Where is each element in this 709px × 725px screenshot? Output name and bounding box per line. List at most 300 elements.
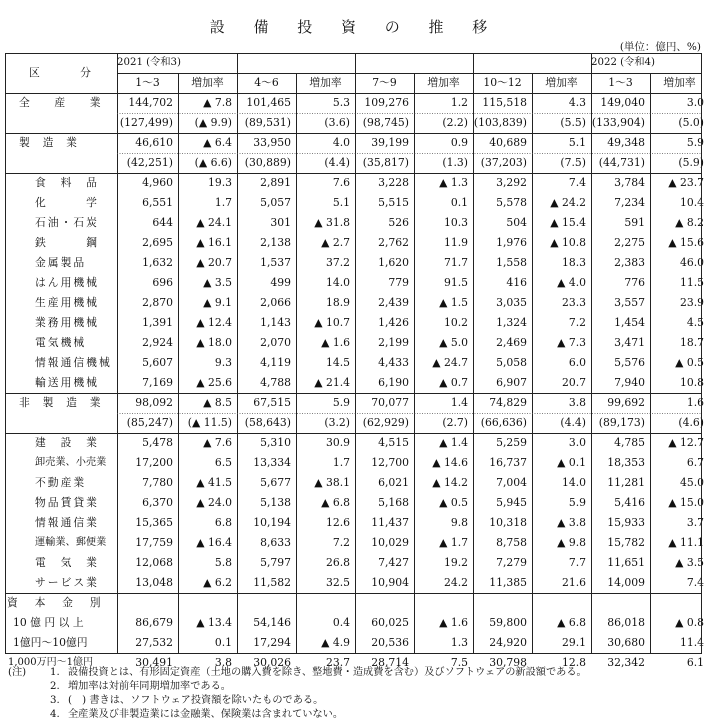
- cell-growth: 5.9: [568, 496, 586, 509]
- cell-value: 98,092: [135, 396, 173, 409]
- cell-growth: 19.3: [207, 176, 232, 189]
- unit-label: (単位：億円、%): [619, 41, 701, 53]
- row-label: 業務用機械: [35, 316, 99, 329]
- row-label: [5, 113, 117, 133]
- cell-value: 1,454: [614, 316, 645, 329]
- cell-value: 5,058: [496, 356, 527, 369]
- cell-growth: 19.2: [443, 556, 468, 569]
- header-row-years: [5, 53, 709, 73]
- cell-value: 301: [270, 216, 291, 229]
- cell-growth: 12.8: [561, 656, 586, 669]
- cell-growth: 6.8: [214, 516, 232, 529]
- row-label: 生産用機械: [35, 296, 99, 309]
- footnote-num: 3.: [50, 695, 60, 706]
- table-row: [5, 433, 709, 453]
- cell-growth: ▲ 16.1: [196, 236, 232, 249]
- cell-value: 644: [152, 216, 173, 229]
- cell-growth: ▲ 12.7: [668, 436, 704, 449]
- cell-value: 591: [624, 216, 645, 229]
- table-row: [5, 373, 709, 393]
- cell-value: 1,537: [260, 256, 291, 269]
- header-q1-2021: 1～3: [135, 76, 160, 89]
- table-row: [5, 593, 709, 613]
- cell-value: 2,383: [614, 256, 645, 269]
- row-label: 電気機械: [35, 336, 87, 349]
- table-row: [5, 213, 709, 233]
- cell-value: 1,976: [496, 236, 527, 249]
- cell-growth: 6.7: [686, 456, 704, 469]
- cell-growth: ▲ 8.2: [675, 216, 704, 229]
- cell-growth: (5.0): [678, 116, 704, 129]
- cell-growth: 10.8: [679, 376, 704, 389]
- cell-growth: 6.1: [686, 656, 704, 669]
- cell-value: 499: [270, 276, 291, 289]
- cell-growth: ▲ 7.8: [203, 96, 232, 109]
- cell-growth: 3.8: [568, 396, 586, 409]
- table-row: [5, 633, 709, 653]
- cell-value: 10,194: [253, 516, 291, 529]
- cell-growth: 1.3: [450, 636, 468, 649]
- cell-growth: 7.7: [568, 556, 586, 569]
- cell-growth: 11.9: [443, 236, 468, 249]
- table-row: [5, 253, 709, 273]
- header-year-2021: 2021 (令和3): [117, 57, 181, 68]
- cell-value: 49,348: [607, 136, 645, 149]
- cell-growth: ▲ 6.8: [321, 496, 350, 509]
- cell-growth: ▲ 24.7: [432, 356, 468, 369]
- footnote: [8, 666, 587, 680]
- cell-value: 1,632: [142, 256, 173, 269]
- cell-value: 4,788: [260, 376, 291, 389]
- row-label: 不動産業: [35, 476, 87, 489]
- cell-growth: 6.5: [214, 456, 232, 469]
- header-q1-2022: 1～3: [608, 76, 633, 89]
- cell-value: 7,169: [142, 376, 173, 389]
- row-label: 建 設 業: [35, 436, 99, 449]
- cell-value: 1,620: [378, 256, 409, 269]
- cell-value: 5,168: [378, 496, 409, 509]
- cell-growth: ▲ 8.5: [203, 396, 232, 409]
- cell-value: [473, 593, 532, 613]
- table-row: [5, 553, 709, 573]
- cell-value: 11,281: [607, 476, 645, 489]
- cell-growth: 23.3: [561, 296, 586, 309]
- header-q4-2021: 10～12: [483, 76, 522, 89]
- table-row: [5, 493, 709, 513]
- cell-growth: 7.2: [332, 536, 350, 549]
- cell-growth: ▲ 3.5: [203, 276, 232, 289]
- row-label: 全 産 業: [19, 96, 102, 109]
- row-label: 卸売業、小売業: [35, 457, 107, 468]
- cell-growth: ▲ 14.6: [432, 456, 468, 469]
- cell-value: 27,532: [135, 636, 173, 649]
- cell-value: (30,889): [244, 156, 291, 169]
- cell-growth: (▲ 9.9): [194, 116, 232, 129]
- row-label: サービス業: [35, 576, 99, 589]
- cell-growth: [178, 593, 237, 613]
- cell-value: (58,643): [244, 416, 291, 429]
- cell-value: 5,057: [260, 196, 291, 209]
- cell-value: 776: [624, 276, 645, 289]
- header-growth: 増加率: [545, 76, 578, 89]
- cell-growth: 4.0: [332, 136, 350, 149]
- cell-value: 3,557: [614, 296, 645, 309]
- cell-value: (98,745): [362, 116, 409, 129]
- cell-value: 2,762: [378, 236, 409, 249]
- cell-growth: 18.7: [679, 336, 704, 349]
- cell-value: (37,203): [480, 156, 527, 169]
- cell-value: 30,680: [607, 636, 645, 649]
- cell-value: 5,797: [260, 556, 291, 569]
- cell-growth: 23.9: [679, 296, 704, 309]
- footnote-num: 4.: [50, 709, 60, 720]
- cell-growth: (4.6): [678, 416, 704, 429]
- cell-growth: 29.1: [561, 636, 586, 649]
- footnote-num: 1.: [50, 667, 60, 678]
- cell-value: (42,251): [126, 156, 173, 169]
- capex-table: [5, 53, 709, 673]
- cell-growth: 0.4: [332, 616, 350, 629]
- cell-value: 17,200: [135, 456, 173, 469]
- table-row: [5, 453, 709, 473]
- cell-value: 2,138: [260, 236, 291, 249]
- cell-growth: 5.9: [686, 136, 704, 149]
- table-row: [5, 473, 709, 493]
- cell-growth: ▲ 3.8: [557, 516, 586, 529]
- cell-value: 149,040: [600, 96, 645, 109]
- cell-growth: (1.3): [442, 156, 468, 169]
- cell-growth: 5.9: [332, 396, 350, 409]
- cell-value: 16,737: [489, 456, 527, 469]
- row-label: 製 造 業: [19, 136, 78, 149]
- cell-value: 3,292: [496, 176, 527, 189]
- cell-value: 6,190: [378, 376, 409, 389]
- cell-value: (85,247): [126, 416, 173, 429]
- row-label: 化 学: [35, 196, 99, 209]
- cell-value: 526: [388, 216, 409, 229]
- cell-growth: (5.5): [560, 116, 586, 129]
- table-row: [5, 613, 709, 633]
- cell-value: 54,146: [253, 616, 291, 629]
- cell-value: 33,950: [253, 136, 291, 149]
- table-row: [5, 173, 709, 193]
- cell-value: 7,234: [614, 196, 645, 209]
- cell-growth: ▲ 1.5: [439, 296, 468, 309]
- cell-growth: ▲ 15.4: [550, 216, 586, 229]
- cell-value: 46,610: [135, 136, 173, 149]
- footnote-text: 増加率は対前年同期増加率である。: [68, 681, 231, 692]
- cell-growth: 1.7: [214, 196, 232, 209]
- cell-value: 1,391: [142, 316, 173, 329]
- row-label: 食 料 品: [35, 176, 99, 189]
- cell-growth: ▲ 5.0: [439, 336, 468, 349]
- cell-value: 109,276: [364, 96, 409, 109]
- cell-value: 11,385: [489, 576, 527, 589]
- cell-value: 18,353: [607, 456, 645, 469]
- cell-growth: (2.7): [442, 416, 468, 429]
- cell-growth: 3.0: [686, 96, 704, 109]
- cell-growth: ▲ 20.7: [196, 256, 232, 269]
- cell-growth: ▲ 11.1: [668, 536, 704, 549]
- cell-growth: 11.5: [679, 276, 704, 289]
- cell-growth: 20.7: [561, 376, 586, 389]
- cell-value: 13,048: [135, 576, 173, 589]
- cell-growth: 0.1: [214, 636, 232, 649]
- page-title: 設 備 投 資 の 推 移: [209, 18, 500, 36]
- cell-growth: ▲ 0.5: [439, 496, 468, 509]
- cell-growth: (2.2): [442, 116, 468, 129]
- header-growth: 増加率: [309, 76, 342, 89]
- cell-value: 5,478: [142, 436, 173, 449]
- cell-value: 15,365: [135, 516, 173, 529]
- cell-growth: ▲ 24.1: [196, 216, 232, 229]
- cell-growth: 1.7: [332, 456, 350, 469]
- row-label: 1,000万円～1億円: [8, 657, 93, 668]
- cell-growth: (7.5): [560, 156, 586, 169]
- row-label: 情報通信業: [35, 516, 99, 529]
- cell-growth: ▲ 10.7: [314, 316, 350, 329]
- cell-value: 5,607: [142, 356, 173, 369]
- cell-growth: ▲ 38.1: [314, 476, 350, 489]
- cell-growth: 7.4: [686, 576, 704, 589]
- cell-value: 696: [152, 276, 173, 289]
- cell-growth: 7.4: [568, 176, 586, 189]
- cell-growth: ▲ 0.5: [675, 356, 704, 369]
- cell-growth: (4.4): [324, 156, 350, 169]
- table-row: [5, 293, 709, 313]
- cell-growth: 30.9: [325, 436, 350, 449]
- cell-growth: ▲ 4.9: [321, 636, 350, 649]
- cell-growth: ▲ 7.6: [203, 436, 232, 449]
- cell-value: 5,310: [260, 436, 291, 449]
- table-row: [5, 313, 709, 333]
- header-q2-2021: 4～6: [254, 76, 279, 89]
- cell-value: (89,173): [598, 416, 645, 429]
- table-row: [5, 153, 709, 173]
- cell-growth: ▲ 16.4: [196, 536, 232, 549]
- cell-growth: ▲ 24.0: [196, 496, 232, 509]
- cell-growth: ▲ 15.6: [668, 236, 704, 249]
- cell-value: (62,929): [362, 416, 409, 429]
- table-row: [5, 113, 709, 133]
- cell-growth: ▲ 6.4: [203, 136, 232, 149]
- cell-growth: 0.9: [450, 136, 468, 149]
- cell-value: 11,582: [253, 576, 291, 589]
- cell-value: 11,437: [371, 516, 409, 529]
- cell-value: 101,465: [246, 96, 291, 109]
- cell-value: 144,702: [128, 96, 173, 109]
- cell-value: 3,471: [614, 336, 645, 349]
- cell-value: 115,518: [482, 96, 527, 109]
- footnote: [8, 694, 587, 708]
- cell-value: 6,370: [142, 496, 173, 509]
- cell-growth: 46.0: [679, 256, 704, 269]
- header-growth: 増加率: [663, 76, 696, 89]
- cell-value: 7,004: [496, 476, 527, 489]
- cell-growth: 4.3: [568, 96, 586, 109]
- footnote-text: ( ) 書きは、ソフトウェア投資額を除いたものである。: [68, 695, 324, 706]
- cell-growth: (▲ 6.6): [194, 156, 232, 169]
- cell-growth: 7.2: [568, 316, 586, 329]
- cell-growth: 0.1: [450, 196, 468, 209]
- header-category: 区 分: [29, 66, 93, 79]
- row-label: [5, 413, 117, 433]
- cell-value: 40,689: [489, 136, 527, 149]
- cell-growth: ▲ 1.7: [439, 536, 468, 549]
- cell-growth: ▲ 0.8: [675, 616, 704, 629]
- row-label: 輸送用機械: [35, 376, 99, 389]
- row-label: 鉄 鋼: [35, 236, 99, 249]
- cell-value: 5,576: [614, 356, 645, 369]
- cell-growth: ▲ 18.0: [196, 336, 232, 349]
- cell-value: 12,068: [135, 556, 173, 569]
- cell-growth: 5.1: [568, 136, 586, 149]
- cell-growth: ▲ 6.2: [203, 576, 232, 589]
- row-label: 1億円～10億円: [13, 636, 88, 649]
- cell-growth: ▲ 21.4: [314, 376, 350, 389]
- cell-value: 1,426: [378, 316, 409, 329]
- cell-growth: 14.0: [561, 476, 586, 489]
- cell-value: 11,651: [607, 556, 645, 569]
- cell-value: 2,469: [496, 336, 527, 349]
- table-row: [5, 133, 709, 153]
- cell-growth: 10.2: [443, 316, 468, 329]
- cell-value: 30,491: [135, 656, 173, 669]
- cell-value: [591, 593, 650, 613]
- cell-value: 1,558: [496, 256, 527, 269]
- row-label: 資 本 金 別: [7, 596, 104, 609]
- cell-value: 8,758: [496, 536, 527, 549]
- table-row: [5, 333, 709, 353]
- cell-growth: 91.5: [443, 276, 468, 289]
- cell-growth: 23.7: [325, 656, 350, 669]
- cell-value: 99,692: [607, 396, 645, 409]
- cell-value: 67,515: [253, 396, 291, 409]
- cell-growth: 14.5: [325, 356, 350, 369]
- cell-growth: ▲ 15.0: [668, 496, 704, 509]
- cell-value: 59,800: [489, 616, 527, 629]
- footnote-prefix: (注): [8, 667, 27, 678]
- cell-value: 6,551: [142, 196, 173, 209]
- table-row: [5, 273, 709, 293]
- footnote: [8, 708, 587, 722]
- cell-value: 4,785: [614, 436, 645, 449]
- cell-value: [355, 593, 414, 613]
- cell-value: 30,798: [489, 656, 527, 669]
- row-label: 非 製 造 業: [19, 396, 102, 409]
- cell-value: 5,515: [378, 196, 409, 209]
- row-label: 10 億 円 以 上: [13, 616, 84, 629]
- row-label: [5, 153, 117, 173]
- cell-growth: [414, 593, 473, 613]
- cell-growth: ▲ 3.5: [675, 556, 704, 569]
- cell-growth: ▲ 25.6: [196, 376, 232, 389]
- cell-value: 28,714: [371, 656, 409, 669]
- cell-value: (103,839): [473, 116, 527, 129]
- cell-value: 5,416: [614, 496, 645, 509]
- cell-value: 17,759: [135, 536, 173, 549]
- cell-value: 7,940: [614, 376, 645, 389]
- cell-value: 7,279: [496, 556, 527, 569]
- cell-value: 8,633: [260, 536, 291, 549]
- cell-value: (44,731): [598, 156, 645, 169]
- cell-value: 30,026: [253, 656, 291, 669]
- cell-growth: ▲ 24.2: [550, 196, 586, 209]
- cell-growth: ▲ 12.4: [196, 316, 232, 329]
- cell-value: 4,960: [142, 176, 173, 189]
- row-label: 金属製品: [35, 256, 87, 269]
- cell-value: 1,143: [260, 316, 291, 329]
- cell-growth: 10.3: [443, 216, 468, 229]
- cell-value: 4,433: [378, 356, 409, 369]
- cell-value: (127,499): [119, 116, 173, 129]
- cell-value: 7,427: [378, 556, 409, 569]
- cell-value: 2,439: [378, 296, 409, 309]
- table-row: [5, 233, 709, 253]
- cell-growth: 7.6: [332, 176, 350, 189]
- cell-value: 24,920: [489, 636, 527, 649]
- cell-growth: 3.8: [214, 656, 232, 669]
- cell-growth: 3.7: [686, 516, 704, 529]
- cell-growth: 4.5: [686, 316, 704, 329]
- table-row: [5, 353, 709, 373]
- row-label: 運輸業、郵便業: [35, 537, 107, 548]
- footnotes: [8, 666, 587, 722]
- header-year-2022: 2022 (令和4): [591, 57, 655, 68]
- cell-growth: 26.8: [325, 556, 350, 569]
- cell-value: 2,924: [142, 336, 173, 349]
- footnote-num: 2.: [50, 681, 60, 692]
- cell-growth: (4.4): [560, 416, 586, 429]
- cell-value: 4,515: [378, 436, 409, 449]
- table-row: [5, 573, 709, 593]
- cell-growth: 32.5: [325, 576, 350, 589]
- cell-value: (35,817): [362, 156, 409, 169]
- cell-value: 504: [506, 216, 527, 229]
- cell-growth: 18.3: [561, 256, 586, 269]
- cell-growth: 5.1: [332, 196, 350, 209]
- table-row: [5, 533, 709, 553]
- cell-value: (133,904): [591, 116, 645, 129]
- cell-growth: ▲ 14.2: [432, 476, 468, 489]
- table-row: [5, 513, 709, 533]
- cell-value: 5,677: [260, 476, 291, 489]
- cell-growth: [296, 593, 355, 613]
- cell-growth: ▲ 10.8: [550, 236, 586, 249]
- cell-value: 4,119: [260, 356, 291, 369]
- cell-growth: (3.6): [324, 116, 350, 129]
- cell-value: 2,066: [260, 296, 291, 309]
- cell-value: 5,945: [496, 496, 527, 509]
- cell-growth: 9.8: [450, 516, 468, 529]
- footnote-text: 全産業及び非製造業には金融業、保険業は含まれていない。: [68, 709, 344, 720]
- cell-value: 86,018: [607, 616, 645, 629]
- cell-value: 2,870: [142, 296, 173, 309]
- cell-growth: 14.0: [325, 276, 350, 289]
- cell-value: (66,636): [480, 416, 527, 429]
- cell-value: 70,077: [371, 396, 409, 409]
- cell-value: 32,342: [607, 656, 645, 669]
- cell-value: 6,907: [496, 376, 527, 389]
- cell-value: [237, 593, 296, 613]
- table-row: [5, 413, 709, 433]
- cell-value: 13,334: [253, 456, 291, 469]
- cell-growth: [532, 593, 591, 613]
- row-label: 石油・石炭: [35, 216, 99, 229]
- cell-growth: ▲ 6.8: [557, 616, 586, 629]
- cell-value: 10,029: [371, 536, 409, 549]
- cell-growth: 5.3: [332, 96, 350, 109]
